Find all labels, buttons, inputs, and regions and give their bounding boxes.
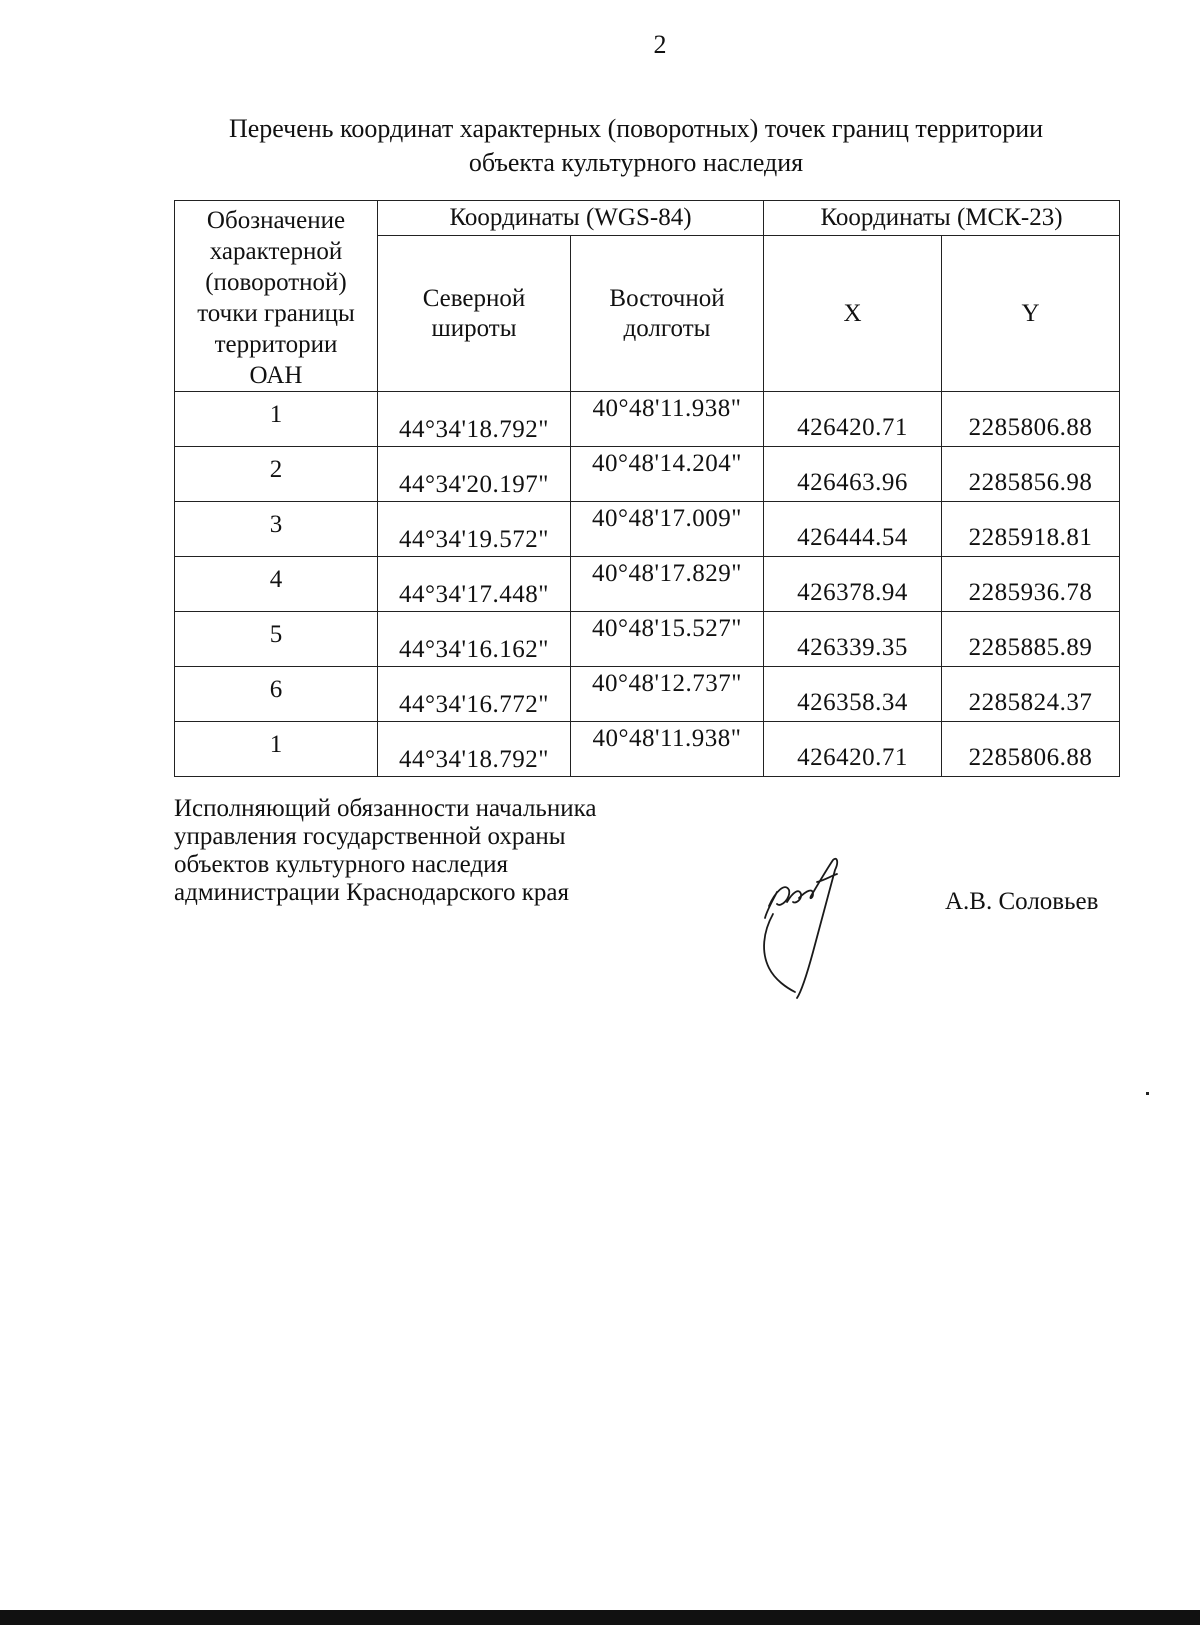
x-cell: 426358.34 (764, 667, 942, 722)
x-cell: 426463.96 (764, 447, 942, 502)
signer-name: А.В. Соловьев (945, 888, 1099, 915)
latitude-cell: 44°34'18.792" (378, 392, 571, 447)
table-row (175, 447, 1120, 502)
longitude-cell: 40°48'17.829" (571, 557, 764, 612)
latitude-cell: 44°34'16.162" (378, 612, 571, 667)
table-row (175, 392, 1120, 447)
signer-position (174, 795, 596, 907)
longitude-cell: 40°48'11.938" (571, 722, 764, 777)
y-cell: 2285936.78 (942, 557, 1120, 612)
longitude-cell: 40°48'11.938" (571, 392, 764, 447)
longitude-cell: 40°48'12.737" (571, 667, 764, 722)
header-wgs84-group: Координаты (WGS-84) (378, 201, 764, 236)
longitude-cell: 40°48'14.204" (571, 447, 764, 502)
latitude-cell: 44°34'17.448" (378, 557, 571, 612)
table-row (175, 612, 1120, 667)
y-cell: 2285885.89 (942, 612, 1120, 667)
y-cell: 2285806.88 (942, 392, 1120, 447)
point-number: 1 (175, 392, 378, 447)
table-row (175, 722, 1120, 777)
table-row (175, 557, 1120, 612)
point-number: 5 (175, 612, 378, 667)
signer-position-line: объектов культурного наследия (174, 851, 508, 878)
x-cell: 426339.35 (764, 612, 942, 667)
header-x: X (764, 236, 942, 392)
x-cell: 426444.54 (764, 502, 942, 557)
scan-artifact-dot (1146, 1092, 1149, 1095)
x-cell: 426420.71 (764, 392, 942, 447)
handwritten-signature (755, 852, 865, 1002)
latitude-cell: 44°34'16.772" (378, 667, 571, 722)
document-title (150, 112, 1122, 180)
point-number: 2 (175, 447, 378, 502)
latitude-cell: 44°34'18.792" (378, 722, 571, 777)
point-number: 1 (175, 722, 378, 777)
longitude-cell: 40°48'17.009" (571, 502, 764, 557)
title-line-1: Перечень координат характерных (поворотных) точек границ территории (228, 114, 1044, 143)
y-cell: 2285806.88 (942, 722, 1120, 777)
header-y: Y (942, 236, 1120, 392)
signer-position-line: администрации Краснодарского края (174, 879, 570, 906)
title-line-2: объекта культурного наследия (468, 148, 804, 177)
table-row (175, 667, 1120, 722)
y-cell: 2285856.98 (942, 447, 1120, 502)
header-longitude: Восточной долготы (571, 236, 764, 392)
x-cell: 426420.71 (764, 722, 942, 777)
y-cell: 2285824.37 (942, 667, 1120, 722)
page-number: 2 (653, 30, 667, 59)
signer-position-line: Исполняющий обязанности начальника (174, 795, 597, 822)
signer-position-line: управления государственной охраны (174, 823, 566, 850)
scan-bottom-edge (0, 1610, 1200, 1625)
latitude-cell: 44°34'19.572" (378, 502, 571, 557)
point-number: 6 (175, 667, 378, 722)
table-row (175, 502, 1120, 557)
y-cell: 2285918.81 (942, 502, 1120, 557)
header-point-designation: Обозначение характерной (поворотной) точки границы территории ОАН (175, 201, 378, 392)
longitude-cell: 40°48'15.527" (571, 612, 764, 667)
coordinates-table (174, 200, 1120, 777)
x-cell: 426378.94 (764, 557, 942, 612)
header-latitude: Северной широты (378, 236, 571, 392)
point-number: 4 (175, 557, 378, 612)
header-msk23-group: Координаты (МСК-23) (764, 201, 1120, 236)
latitude-cell: 44°34'20.197" (378, 447, 571, 502)
point-number: 3 (175, 502, 378, 557)
